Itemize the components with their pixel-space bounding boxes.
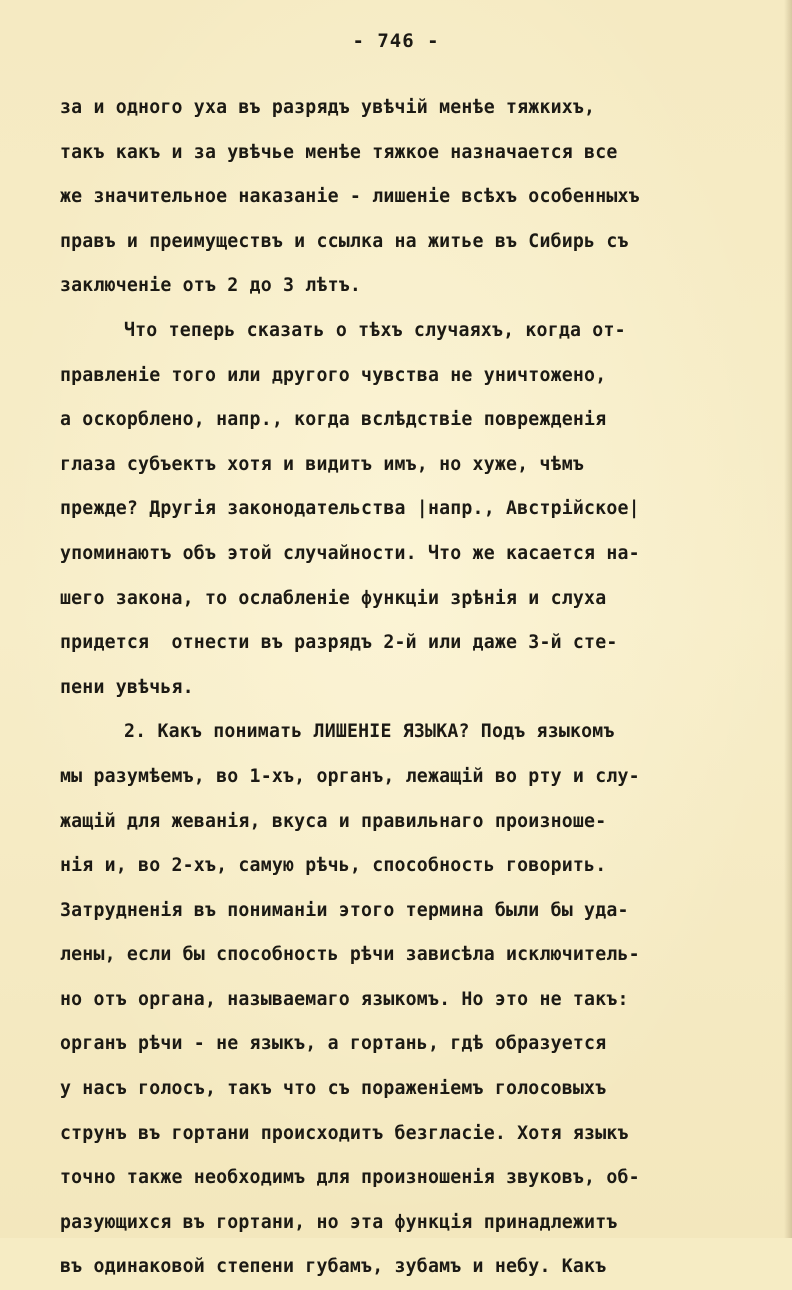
text-line: въ одинаковой степени губамъ, зубамъ и небу. Какъ — [60, 1256, 607, 1278]
text-line: 2. Какъ понимать ЛИШЕНІЕ ЯЗЫКА? Подъ языкомъ — [124, 721, 615, 743]
text-line: правленіе того или другого чувства не уничтожено, — [60, 364, 607, 386]
body-text — [60, 86, 750, 1290]
text-line: точно также необходимъ для произношенія звуковъ, об- — [60, 1167, 640, 1189]
text-line: у насъ голосъ, такъ что съ пораженіемъ голосовыхъ — [60, 1078, 607, 1100]
text-line: Что теперь сказать о тѣхъ случаяхъ, когда от- — [124, 319, 626, 341]
text-line: мы разумѣемъ, во 1-хъ, органъ, лежащій во рту и слу- — [60, 765, 640, 787]
text-line: органъ рѣчи - не языкъ, а гортань, гдѣ образуется — [60, 1033, 607, 1055]
page-number: - 746 - — [352, 30, 440, 52]
page-edge-shadow — [784, 0, 792, 1238]
text-line: Затрудненія въ пониманіи этого термина были бы уда- — [60, 899, 629, 921]
text-line: такъ какъ и за увѣчье менѣе тяжкое назначается все — [60, 141, 618, 163]
text-line: правъ и преимуществъ и ссылка на житье въ Сибирь съ — [60, 230, 629, 252]
text-line: же значительное наказаніе - лишеніе всѣхъ особенныхъ — [60, 186, 640, 208]
text-line: упоминаютъ объ этой случайности. Что же касается на- — [60, 542, 640, 564]
text-line: придется отнести въ разрядъ 2-й или даже 3-й сте- — [60, 632, 618, 654]
text-line: пени увѣчья. — [60, 676, 194, 698]
text-line: но отъ органа, называемаго языкомъ. Но это не такъ: — [60, 988, 629, 1010]
text-line: а оскорблено, напр., когда вслѣдствіе поврежденія — [60, 409, 607, 431]
text-line: шего закона, то ослабленіе функціи зрѣнія и слуха — [60, 587, 607, 609]
text-line: прежде? Другія законодательства |напр., Австрійское| — [60, 498, 640, 520]
text-line: глаза субъектъ хотя и видитъ имъ, но хуже, чѣмъ — [60, 453, 585, 475]
text-line: за и одного уха въ разрядъ увѣчій менѣе тяжкихъ, — [60, 97, 596, 118]
text-line: жащій для жеванія, вкуса и правильнаго произноше- — [60, 810, 607, 832]
text-line: лены, если бы способность рѣчи зависѣла исключитель- — [60, 944, 640, 966]
text-line: заключеніе отъ 2 до 3 лѣтъ. — [60, 275, 362, 297]
text-line: струнъ въ гортани происходитъ безгласіе. Хотя языкъ — [60, 1122, 629, 1144]
text-line: разующихся въ гортани, но эта функція принадлежитъ — [60, 1211, 618, 1233]
text-line: нія и, во 2-хъ, самую рѣчь, способность говорить. — [60, 855, 607, 877]
